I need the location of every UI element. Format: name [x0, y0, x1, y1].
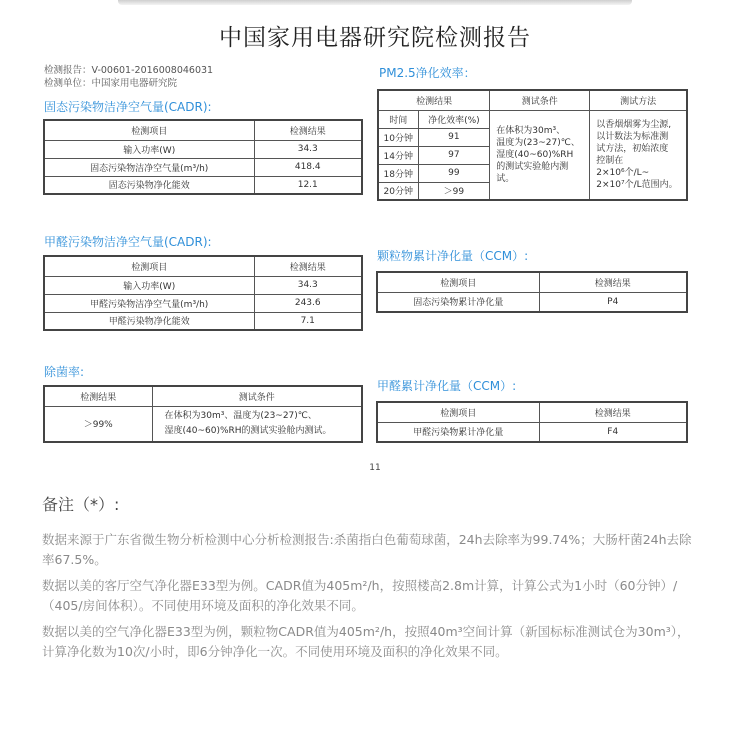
condition-line: 在体积为30m³、 [496, 125, 566, 136]
table-cell: ＞99 [418, 182, 490, 200]
pm25-condition-cell [490, 110, 590, 200]
method-line: 以计数法为标准测 [596, 131, 669, 142]
formaldehyde-ccm-title: 甲醛累计净化量（CCM）: [377, 379, 517, 393]
formaldehyde-cadr-table [43, 255, 363, 331]
table-cell: 10分钟 [378, 128, 418, 146]
table-header: 测试条件 [152, 386, 362, 406]
table-row [377, 292, 687, 312]
table-row [44, 406, 362, 442]
table-cell: 97 [418, 146, 490, 164]
table-row [44, 312, 362, 330]
table-cell: 34.3 [254, 276, 362, 294]
method-line: 2×10⁷个/L范围内。 [596, 179, 678, 190]
sterilization-table [43, 385, 363, 443]
table-cell: 甲醛污染物净化能效 [44, 312, 254, 330]
table-row [44, 176, 362, 194]
table-cell: 418.4 [254, 158, 362, 176]
method-line: 2×10⁶个/L~ [596, 167, 650, 178]
table-header: 测试条件 [490, 90, 590, 110]
condition-line: 在体积为30m³、温度为(23~27)℃、 [164, 410, 317, 421]
table-header: 检测结果 [254, 256, 362, 276]
formaldehyde-cadr-title: 甲醛污染物洁净空气量(CADR): [44, 235, 212, 249]
solid-cadr-table [43, 119, 363, 195]
table-header: 检测项目 [377, 402, 539, 422]
table-cell: 甲醛污染物累计净化量 [377, 422, 539, 442]
report-title: 中国家用电器研究院检测报告 [219, 25, 531, 51]
table-cell: 7.1 [254, 312, 362, 330]
top-shadow [118, 0, 632, 5]
solid-cadr-title: 固态污染物洁净空气量(CADR): [44, 100, 212, 114]
table-cell: P4 [539, 292, 687, 312]
table-cell: 20分钟 [378, 182, 418, 200]
table-cell: F4 [539, 422, 687, 442]
table-header: 检测项目 [44, 256, 254, 276]
table-row [44, 276, 362, 294]
table-row [44, 294, 362, 312]
method-line: 以香烟烟雾为尘源, [596, 119, 672, 130]
table-cell: ＞99% [44, 406, 152, 442]
condition-line: 湿度(40~60)%RH的测试实验舱内测试。 [164, 425, 332, 436]
table-row [377, 422, 687, 442]
table-header: 检测结果 [539, 402, 687, 422]
table-cell: 14分钟 [378, 146, 418, 164]
report-number: 检测报告：V-00601-2016008046031 [44, 65, 214, 76]
table-cell: 甲醛污染物洁净空气量(m³/h) [44, 294, 254, 312]
condition-line: 湿度(40~60)%RH [496, 149, 574, 160]
table-header: 测试方法 [590, 90, 687, 110]
table-cell: 输入功率(W) [44, 140, 254, 158]
method-line: 试方法，初始浓度 [596, 143, 669, 154]
table-cell: 固态污染物累计净化量 [377, 292, 539, 312]
table-subheader: 净化效率(%) [418, 110, 490, 128]
table-header: 检测结果 [44, 386, 152, 406]
pm25-table [377, 89, 688, 201]
table-row [44, 140, 362, 158]
pm25-method-cell [590, 110, 687, 200]
table-cell: 18分钟 [378, 164, 418, 182]
table-cell: 固态污染物净化能效 [44, 176, 254, 194]
note-paragraph: 数据以美的客厅空气净化器E33型为例。CADR值为405m²/h，按照楼高2.8m计算，计算公式为1小时（60分钟）/（405/房间体积）。不同使用环境及面积的净化效果不同。 [42, 578, 678, 613]
note-paragraph: 数据来源于广东省微生物分析检测中心分析检测报告:杀菌指白色葡萄球菌，24h去除率为99.74%；大肠杆菌24h去除率67.5%。 [42, 532, 692, 567]
table-cell [152, 406, 362, 442]
table-cell: 243.6 [254, 294, 362, 312]
sterilization-title: 除菌率: [44, 365, 85, 379]
table-cell: 91 [418, 128, 490, 146]
condition-line: 的测试实验舱内测试。 [496, 161, 569, 184]
table-cell: 12.1 [254, 176, 362, 194]
table-header: 检测结果 [378, 90, 490, 110]
pm25-title: PM2.5净化效率： [379, 66, 476, 80]
note-paragraph: 数据以美的空气净化器E33型为例，颗粒物CADR值为405m²/h，按照40m³空间计算（新国标标准测试仓为30m³），计算净化数为10次/小时，即6分钟净化一次。不同使用环境及面积的净化效果不同。 [42, 624, 690, 659]
table-row [44, 158, 362, 176]
test-unit: 检测单位：中国家用电器研究院 [44, 78, 178, 89]
condition-line: 温度为(23~27)℃、 [496, 137, 580, 148]
table-header: 检测项目 [377, 272, 539, 292]
table-subheader: 时间 [378, 110, 418, 128]
table-cell: 99 [418, 164, 490, 182]
notes-title: 备注（*）: [42, 495, 120, 514]
table-cell: 固态污染物洁净空气量(m³/h) [44, 158, 254, 176]
method-line: 控制在 [596, 155, 624, 166]
table-header: 检测结果 [539, 272, 687, 292]
table-header: 检测项目 [44, 120, 254, 140]
page-number: 11 [369, 463, 381, 473]
table-header: 检测结果 [254, 120, 362, 140]
table-cell: 34.3 [254, 140, 362, 158]
table-cell: 输入功率(W) [44, 276, 254, 294]
particle-ccm-table [376, 271, 688, 313]
particle-ccm-title: 颗粒物累计净化量（CCM）: [377, 249, 529, 263]
formaldehyde-ccm-table [376, 401, 688, 443]
